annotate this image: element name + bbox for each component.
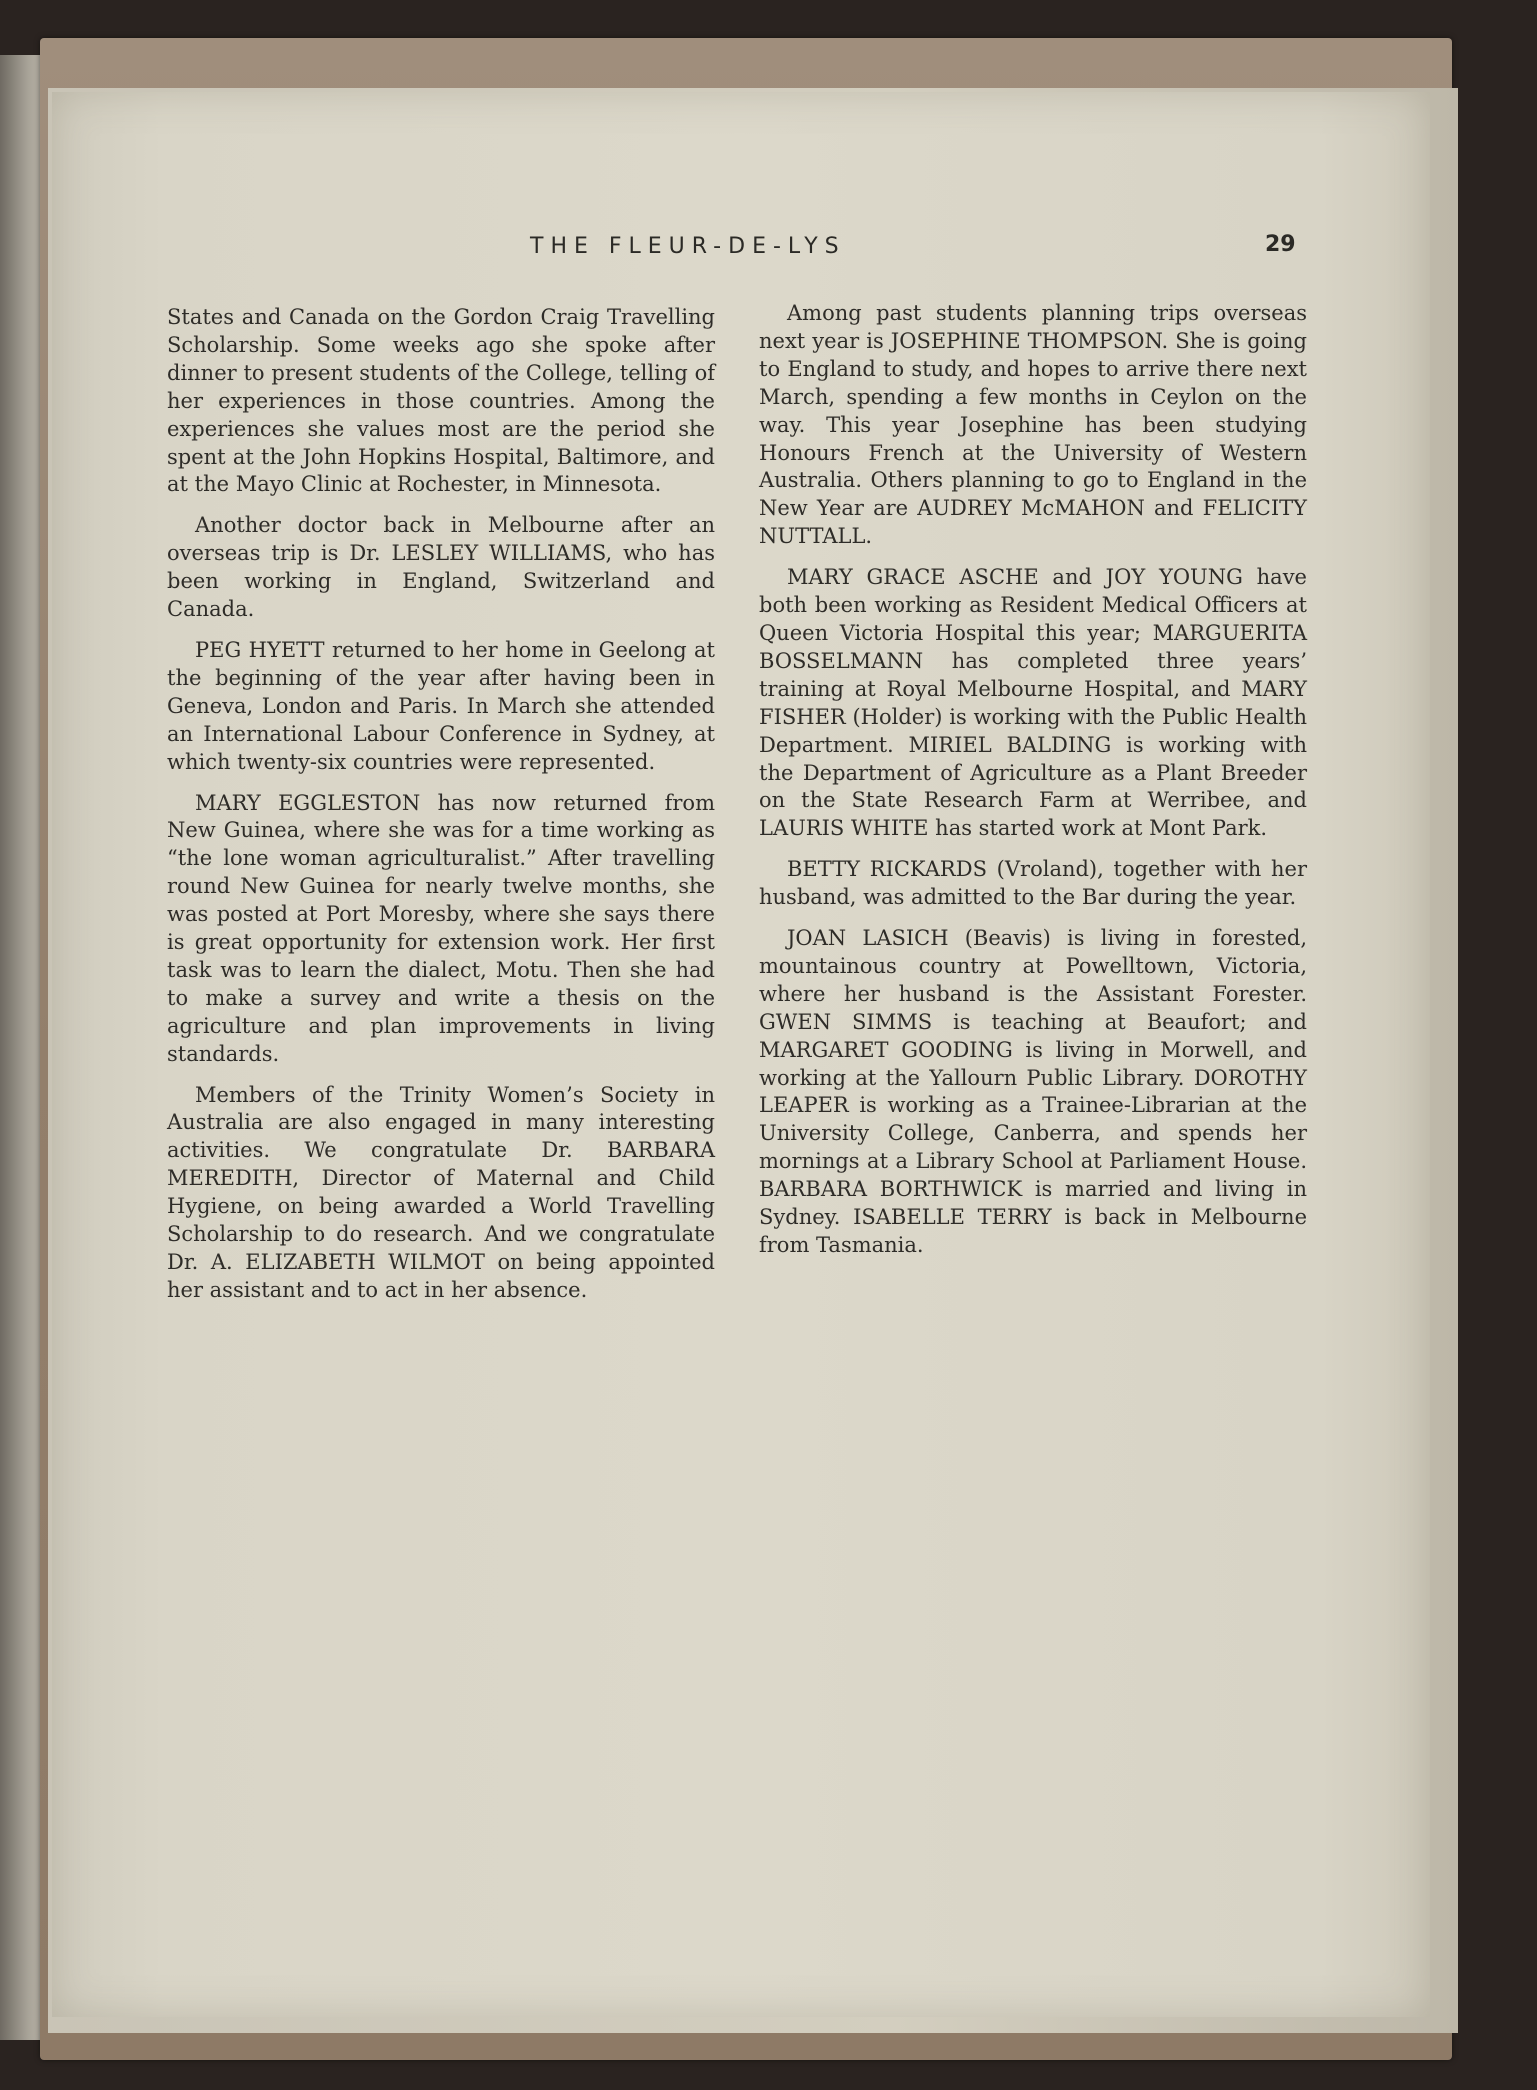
paragraph: Another doctor back in Melbourne after an overseas trip is Dr. LESLEY WILLIAMS, who has been working in England, Switzerland and Canada. — [167, 513, 715, 622]
paragraph: Among past students planning trips overseas next year is JOSEPHINE THOMPSON. She is going to England to study, and hopes to arrive there next March, spending a few months in Ceylon on the way. This year Josephine has been studying Honours French at the University of Western Australia. Others planning to go to England in the New Year are AUDREY McMAHON and FELICITY NUTTALL. — [759, 301, 1307, 549]
paragraph: JOAN LASICH (Beavis) is living in forested, mountainous country at Powelltown, Victoria, where her husband is the Assistant Forester. GWEN SIMMS is teaching at Beaufort; and MARGARET GOODING is living in Morwell, and working at the Yallourn Public Library. DOROTHY LEAPER is working as a Trainee-Librarian at the University College, Canberra, and spends her mornings at a Library School at Parliament House. BARBARA BORTHWICK is married and living in Sydney. ISABELLE TERRY is back in Melbourne from Tasmania. — [759, 926, 1307, 1257]
right-column — [759, 300, 1307, 1273]
paragraph: States and Canada on the Gordon Craig Travelling Scholarship. Some weeks ago she spoke after dinner to present students of the College, telling of her experiences in those countries. Among the experiences she values most are the period she spent at the John Hopkins Hospital, Baltimore, and at the Mayo Clinic at Rochester, in Minnesota. — [167, 305, 715, 497]
paragraph: MARY EGGLESTON has now returned from New Guinea, where she was for a time working as “the lone woman agriculturalist.” After travelling round New Guinea for nearly twelve months, she was posted at Port Moresby, where she says there is great opportunity for extension work. Her first task was to learn the dialect, Motu. Then she had to make a survey and write a thesis on the agriculture and plan improvements in living standards. — [167, 790, 715, 1066]
paragraph: Members of the Trinity Women’s Society in Australia are also engaged in many interesting activities. We congratulate Dr. BARBARA MEREDITH, Director of Maternal and Child Hygiene, on being awarded a World Travelling Scholarship to do research. And we congratulate Dr. A. ELIZABETH WILMOT on being appointed her assistant and to act in her absence. — [167, 1082, 715, 1302]
paragraph: BETTY RICKARDS (Vroland), together with her husband, was admitted to the Bar during the year. — [759, 857, 1307, 910]
paragraph: PEG HYETT returned to her home in Geelong at the beginning of the year after having been in Geneva, London and Paris. In March she attended an International Labour Conference in Sydney, at which twenty-six countries were represented. — [167, 637, 715, 774]
left-column — [167, 304, 715, 1318]
running-head: THE FLEUR-DE-LYS — [530, 234, 846, 259]
paragraph: MARY GRACE ASCHE and JOY YOUNG have both been working as Resident Medical Officers at Queen Victoria Hospital this year; MARGUERITA BOSSELMANN has completed three years’ training at Royal Melbourne Hospital, and MARY FISHER (Holder) is working with the Public Health Department. MIRIEL BALDING is working with the Department of Agriculture as a Plant Breeder on the State Research Farm at Werribee, and LAURIS WHITE has started work at Mont Park. — [759, 565, 1307, 841]
page-number: 29 — [1265, 232, 1296, 257]
